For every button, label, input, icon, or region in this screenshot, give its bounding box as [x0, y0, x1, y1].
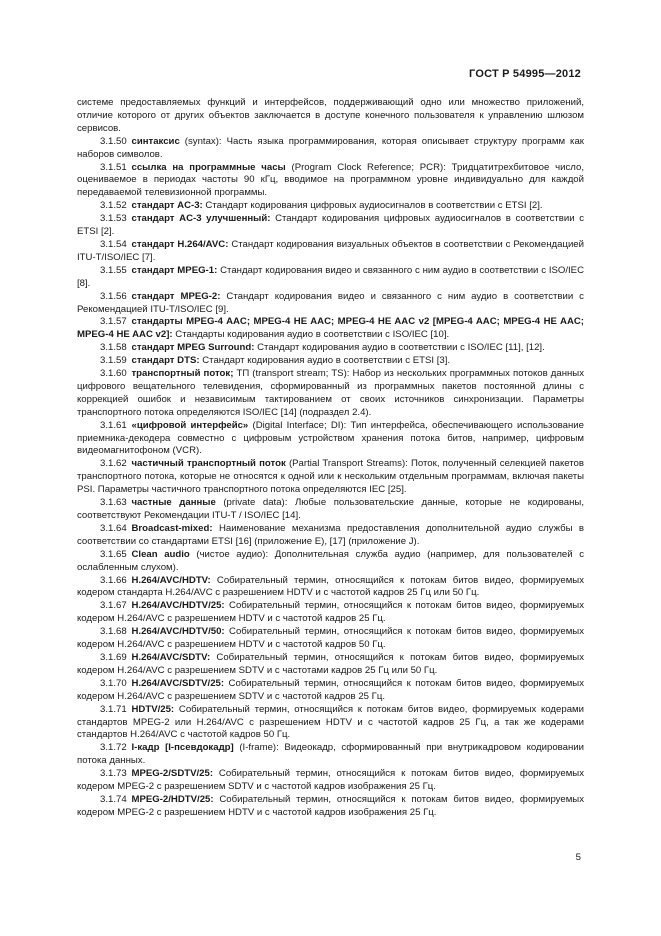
entry-number: 3.1.73 [100, 768, 127, 780]
entry-number: 3.1.57 [100, 316, 127, 328]
definition-entry [77, 213, 584, 239]
definition-entry [77, 575, 584, 601]
entry-term: «цифровой интерфейс» [131, 419, 249, 431]
entry-definition: (Partial Transport Streams): Поток, полученный селекцией пакетов транспортного потока, которые не относятся к одной или к нескольким отдельным программам, включая пакеты PSI. Параметры частичного транспортного потока определяются IEC [25]. [77, 458, 584, 496]
entry-definition: Стандарты кодирования аудио в соответствии с ISO/IEC [10]. [172, 329, 450, 341]
entry-term: стандарты MPEG-4 AAC; MPEG-4 HE AAC; MPEG-4 HE AAC v2 [MPEG-4 AAC; MPEG-4 HE AAC; MPEG-4 HE AAC v2]: [77, 316, 584, 341]
definition-entry [77, 458, 584, 497]
entry-number: 3.1.70 [100, 677, 127, 689]
entry-term: стандарт MPEG Surround: [131, 342, 255, 354]
entry-term: стандарт AC-3: [131, 200, 203, 212]
entry-definition: Собирательный термин, относящийся к потокам битов видео, формируемых кодером H.264/AVC с разрешением SDTV и с частотами кадров 25 Гц или 50 Гц. [77, 651, 584, 676]
entry-term: ссылка на программные часы [131, 161, 286, 173]
entry-number: 3.1.54 [100, 238, 127, 250]
page-body [77, 97, 584, 820]
entry-definition: (Digital Interface; DI): Тип интерфейса, обеспечивающего использование приемника-декодера совместно с цифровым устройством хранения потока битов, например, цифровым видеомагнитофоном (VCR). [77, 419, 584, 457]
entry-term: I-кадр [I-псевдокадр] [131, 742, 234, 754]
document-code-header: ГОСТ Р 54995—2012 [469, 68, 581, 80]
entry-number: 3.1.60 [100, 368, 127, 380]
definition-entry [77, 239, 584, 265]
definition-entry [77, 291, 584, 317]
entry-term: синтаксис [131, 135, 180, 147]
entry-term: стандарт DTS: [131, 355, 200, 367]
entry-number: 3.1.50 [100, 135, 127, 147]
definition-entry [77, 420, 584, 459]
definition-entry [77, 200, 584, 213]
entry-term: стандарт MPEG-2: [131, 290, 221, 302]
entry-number: 3.1.72 [100, 742, 127, 754]
definition-entry [77, 342, 584, 355]
definition-entry [77, 768, 584, 794]
entry-definition: Собирательный термин, относящийся к потокам битов видео, формируемых кодером H.264/AVC с разрешением HDTV и с частотой кадров 25 Гц. [77, 600, 584, 625]
definition-entry [77, 368, 584, 420]
definition-entry [77, 549, 584, 575]
entry-number: 3.1.66 [100, 574, 127, 586]
entry-number: 3.1.55 [100, 264, 127, 276]
entry-definition: Стандарт кодирования видео и связанного с ним аудио в соответствии с ISO/IEC [8]. [77, 264, 584, 289]
entry-number: 3.1.74 [100, 793, 127, 805]
entry-definition: (syntax): Часть языка программирования, которая описывает структуру программ как наборов символов. [77, 135, 584, 160]
entry-definition: Стандарт кодирования аудио в соответствии с ISO/IEC [11], [12]. [254, 342, 545, 354]
entry-number: 3.1.67 [100, 600, 127, 612]
entry-definition: (private data): Любые пользовательские данные, которые не кодированы, соответствуют Рекомендации ITU-T / ISO/IEC [14]. [77, 497, 584, 521]
definition-entry [77, 497, 584, 523]
entry-number: 3.1.56 [100, 290, 127, 302]
entry-definition: Стандарт кодирования цифровых аудиосигналов в соответствии с ETSI [2]. [77, 213, 584, 238]
entry-term: MPEG-2/HDTV/25: [131, 793, 214, 805]
entry-term: H.264/AVC/HDTV/25: [131, 600, 225, 612]
entry-number: 3.1.63 [100, 497, 127, 509]
definition-entry [77, 794, 584, 820]
definition-entry [77, 136, 584, 162]
entry-term: HDTV/25: [131, 703, 175, 715]
definition-entry [77, 355, 584, 368]
entry-term: H.264/AVC/HDTV/50: [131, 626, 225, 638]
entry-term: H.264/AVC/HDTV: [131, 574, 211, 586]
entry-term: стандарт H.264/AVC: [131, 238, 229, 250]
entry-term: Broadcast-mixed: [131, 522, 213, 534]
entry-number: 3.1.59 [100, 355, 127, 367]
definition-entry [77, 316, 584, 342]
definition-entry [77, 678, 584, 704]
entry-number: 3.1.52 [100, 200, 127, 212]
entry-term: H.264/AVC/SDTV/25: [131, 677, 225, 689]
entry-number: 3.1.61 [100, 419, 127, 431]
definition-entry [77, 523, 584, 549]
entry-term: стандарт AC-3 улучшенный: [131, 213, 271, 225]
entry-definition: Собирательный термин, относящийся к потокам битов видео, формируемых кодером MPEG-2 с разрешением HDTV и с частотой кадров изображения 25 Гц. [77, 793, 584, 818]
lead-paragraph: системе предоставляемых функций и интерфейсов, поддерживающий одно или множество приложений, отличие которого от других объектов заключается в доступе конечного пользователя к управлению шлюзом сервисов. [77, 97, 584, 134]
entry-definition: Стандарт кодирования видео и связанного с ним аудио в соответствии с Рекомендацией ITU-T/ISO/IEC [9]. [77, 290, 584, 315]
entry-term: транспортный поток; [131, 368, 234, 380]
entry-definition: Собирательный термин, относящийся к потокам битов видео, формируемых кодером стандарта H.264/AVC с разрешением HDTV и с частотой кадров 25 Гц или 50 Гц. [77, 574, 584, 599]
entry-term: частные данные [131, 497, 216, 509]
definition-entry [77, 652, 584, 678]
entry-definition: Стандарт кодирования аудио в соответствии с ETSI [3]. [199, 355, 451, 367]
entry-definition: Собирательный термин, относящийся к потокам битов видео, формируемых кодером H.264/AVC с разрешением SDTV и с частотой кадров 25 Гц. [77, 677, 584, 702]
entry-number: 3.1.51 [100, 161, 127, 173]
entry-number: 3.1.69 [100, 651, 127, 663]
entry-number: 3.1.53 [100, 213, 127, 225]
entry-number: 3.1.58 [100, 342, 127, 354]
entry-definition: (Program Clock Reference; PCR): Тридцатитрехбитовое число, оцениваемое в периодах частоты 90 кГц, вводимое на программном уровне индивидуально для каждой передаваемой телевизионной программы. [77, 161, 584, 199]
entry-definition: (I-frame): Видеокадр, сформированный при внутрикадровом кодировании потока данных. [77, 742, 584, 767]
definitions-list [77, 136, 584, 820]
entry-definition: Собирательный термин, относящийся к потокам битов видео, формируемых кодерами стандартов MPEG-2 или H.264/AVC с разрешением HDTV и с частотой кадров 25 Гц, а так же кодерами стандартов H.264/AVC с частотой кадров 50 Гц. [77, 703, 584, 741]
definition-entry [77, 626, 584, 652]
entry-definition: Собирательный термин, относящийся к потокам битов видео, формируемых кодером H.264/AVC с разрешением HDTV и с частотой кадров 50 Гц. [77, 626, 584, 651]
page-number: 5 [575, 852, 581, 863]
definition-entry [77, 600, 584, 626]
entry-number: 3.1.65 [100, 548, 127, 560]
entry-definition: Наименование механизма предоставления дополнительной аудио службы в соответствии со стандартами ETSI [16] (приложение E), [17] (приложение J). [77, 522, 584, 547]
entry-term: частичный транспортный поток [131, 458, 286, 470]
entry-number: 3.1.62 [100, 458, 127, 470]
entry-number: 3.1.64 [100, 522, 127, 534]
entry-definition: Стандарт кодирования цифровых аудиосигналов в соответствии с ETSI [2]. [202, 200, 543, 212]
entry-term: стандарт MPEG-1: [131, 264, 218, 276]
entry-number: 3.1.71 [100, 703, 127, 715]
entry-term: H.264/AVC/SDTV: [131, 651, 211, 663]
definition-entry [77, 704, 584, 743]
definition-entry [77, 265, 584, 291]
entry-definition: (чистое аудио): Дополнительная служба аудио (например, для пользователей с ослабленным слухом). [77, 548, 584, 573]
entry-number: 3.1.68 [100, 626, 127, 638]
entry-definition: Собирательный термин, относящийся к потокам битов видео, формируемых кодером MPEG-2 с разрешением SDTV и с частотой кадров изображения 25 Гц. [77, 768, 584, 793]
entry-definition: ТП (transport stream; TS): Набор из нескольких программных потоков данных цифрового вещательного телевидения, сформированный из программных пакетов постоянной длины с коррекцией ошибок и независимым тактированием от своих источников синхронизации. Параметры транспортного потока определяются ISO/IEC [14] (подраздел 2.4). [77, 368, 584, 418]
entry-term: MPEG-2/SDTV/25: [131, 768, 214, 780]
entry-definition: Стандарт кодирования визуальных объектов в соответствии с Рекомендацией ITU-T/ISO/IEC [7]. [77, 238, 584, 263]
definition-entry [77, 162, 584, 201]
entry-term: Clean audio [131, 548, 190, 560]
definition-entry [77, 742, 584, 768]
